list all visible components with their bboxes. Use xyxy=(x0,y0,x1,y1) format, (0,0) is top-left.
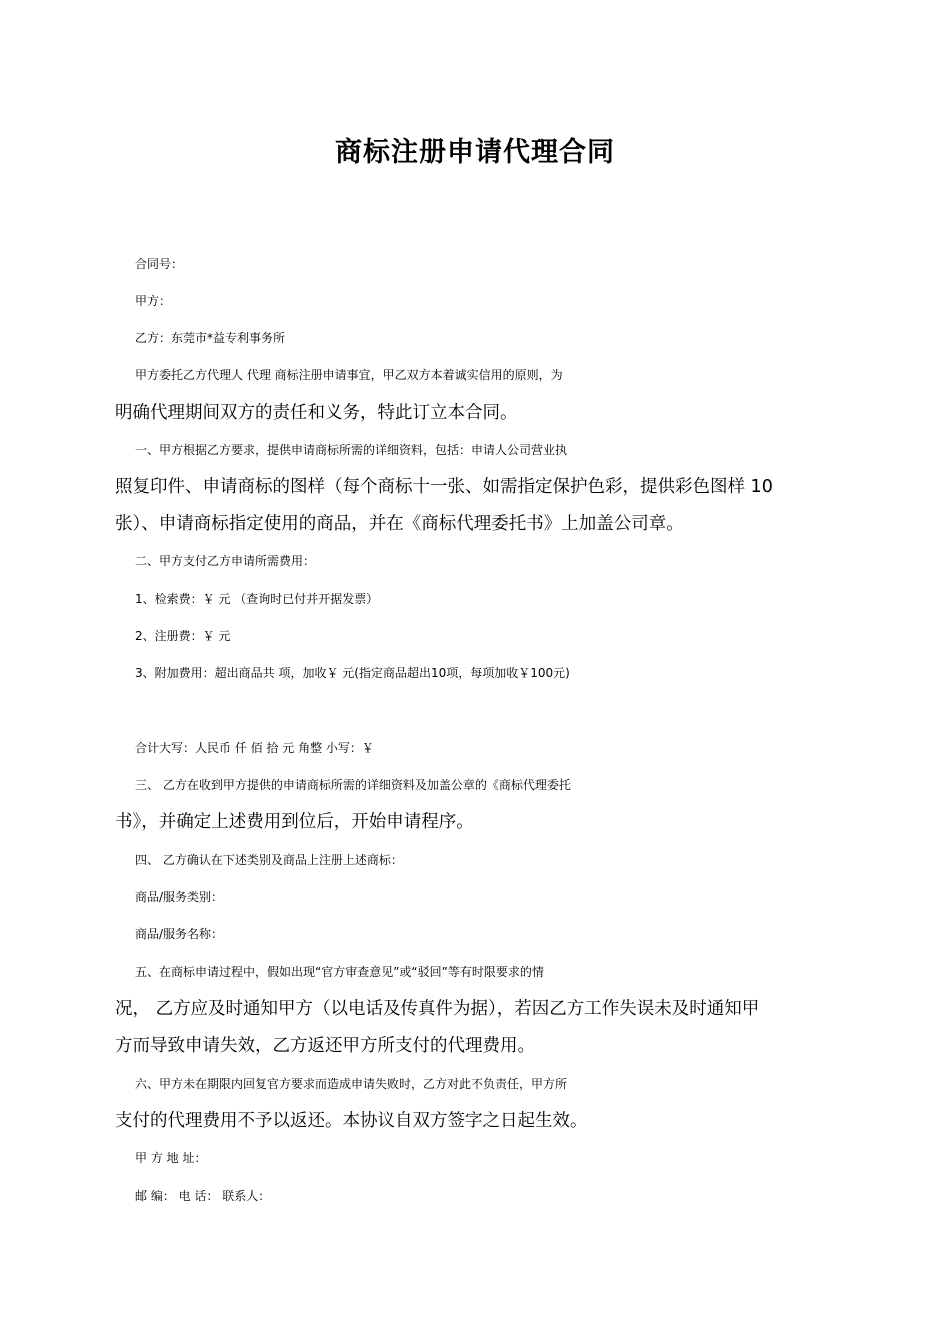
clause-1-line-2: 照复印件、申请商标的图样（每个商标十一张、如需指定保护色彩，提供彩色图样 10 xyxy=(115,477,773,497)
party-a-label: 甲方： xyxy=(135,294,172,308)
contact-info-line: 邮 编： 电 话： 联系人： xyxy=(135,1189,271,1203)
party-a-address-label: 甲 方 地 址： xyxy=(135,1151,207,1165)
clause-5-line-3: 方而导致申请失效，乙方返还甲方所支付的代理费用。 xyxy=(115,1036,535,1056)
contract-number-label: 合同号： xyxy=(135,257,184,271)
clause-2-heading: 二、甲方支付乙方申请所需费用： xyxy=(135,554,316,568)
clause-1-line-3: 张）、申请商标指定使用的商品，并在《商标代理委托书》上加盖公司章。 xyxy=(115,514,684,534)
clause-6-line-1: 六、甲方未在期限内回复官方要求而造成申请失败时，乙方对此不负责任，甲方所 xyxy=(135,1077,568,1091)
clause-1-line-1: 一、甲方根据乙方要求，提供申请商标所需的详细资料，包括：申请人公司营业执 xyxy=(135,443,568,457)
clause-5-line-1: 五、在商标申请过程中，假如出现“官方审查意见”或“驳回”等有时限要求的情 xyxy=(135,965,544,979)
goods-name-label: 商品/服务名称： xyxy=(135,927,224,941)
total-amount-line: 合计大写：人民币 仟 佰 拾 元 角整 小写：￥ xyxy=(135,741,374,755)
clause-5-line-2: 况， 乙方应及时通知甲方（以电话及传真件为据），若因乙方工作失误未及时通知甲 xyxy=(115,999,760,1019)
clause-3-line-2: 书》，并确定上述费用到位后，开始申请程序。 xyxy=(115,812,474,832)
goods-class-label: 商品/服务类别： xyxy=(135,890,224,904)
clause-6-line-2: 支付的代理费用不予以返还。本协议自双方签字之日起生效。 xyxy=(115,1111,588,1131)
fee-registration-line: 2、注册费：￥ 元 xyxy=(135,629,231,643)
clause-3-line-1: 三、 乙方在收到甲方提供的申请商标所需的详细资料及加盖公章的《商标代理委托 xyxy=(135,778,571,792)
clause-4-line: 四、 乙方确认在下述类别及商品上注册上述商标： xyxy=(135,853,403,867)
intro-line-1: 甲方委托乙方代理人 代理 商标注册申请事宜，甲乙双方本着诚实信用的原则，为 xyxy=(135,368,563,382)
party-b-line: 乙方：东莞市*益专利事务所 xyxy=(135,331,286,345)
intro-line-2: 明确代理期间双方的责任和义务，特此订立本合同。 xyxy=(115,403,518,423)
fee-search-line: 1、检索费：￥ 元 （查询时已付并开据发票） xyxy=(135,592,379,606)
fee-additional-line: 3、附加费用：超出商品共 项，加收￥ 元(指定商品超出10项，每项加收￥100元) xyxy=(135,666,570,680)
document-title: 商标注册申请代理合同 xyxy=(335,137,615,168)
